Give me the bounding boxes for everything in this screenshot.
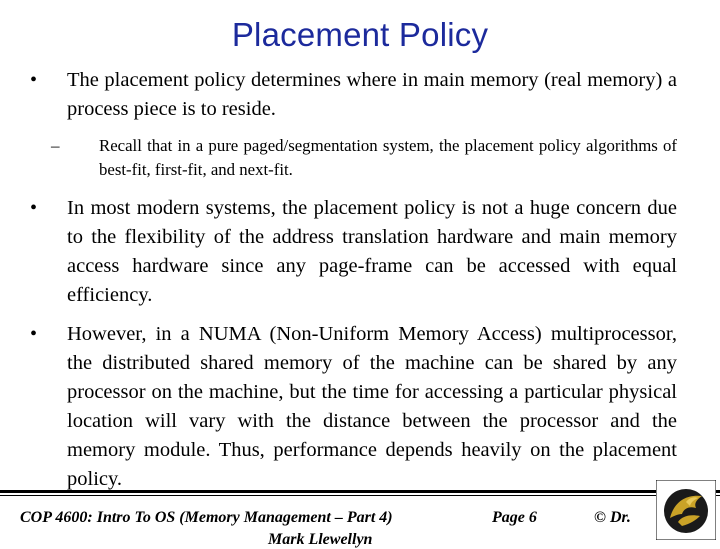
footer-copyright: © Dr.: [594, 509, 631, 526]
bullet-text: However, in a NUMA (Non-Uniform Memory Access) multiprocessor, the distributed shared memory of the machine can be shared by any processor on the machine, but the time for accessing a particular physical location will vary with the distance between the processor and the memory module. Thus, performance depends heavily on the placement policy.: [67, 323, 677, 490]
sub-bullet-text: Recall that in a pure paged/segmentation system, the placement policy algorithms of best-fit, first-fit, and next-fit.: [99, 136, 677, 179]
footer-author: Mark Llewellyn: [268, 531, 373, 548]
sub-bullet-marker: –: [51, 136, 60, 155]
ucf-pegasus-logo-icon: [656, 480, 716, 540]
footer-page-number: Page 6: [492, 509, 537, 526]
footer-course: COP 4600: Intro To OS (Memory Management – Part 4): [20, 509, 393, 526]
bullet-marker: •: [30, 69, 38, 91]
slide-title: Placement Policy: [231, 16, 489, 53]
footer-divider: [0, 490, 720, 493]
bullet-text: In most modern systems, the placement policy is not a huge concern due to the flexibility of the address translation hardware and main memory access hardware since any page-frame can be accessed with equal efficiency.: [67, 197, 677, 306]
footer-divider-thin: [0, 495, 720, 496]
bullet-marker: •: [30, 323, 38, 345]
bullet-text: The placement policy determines where in main memory (real memory) a process piece is to reside.: [67, 69, 677, 120]
bullet-marker: •: [30, 197, 38, 219]
